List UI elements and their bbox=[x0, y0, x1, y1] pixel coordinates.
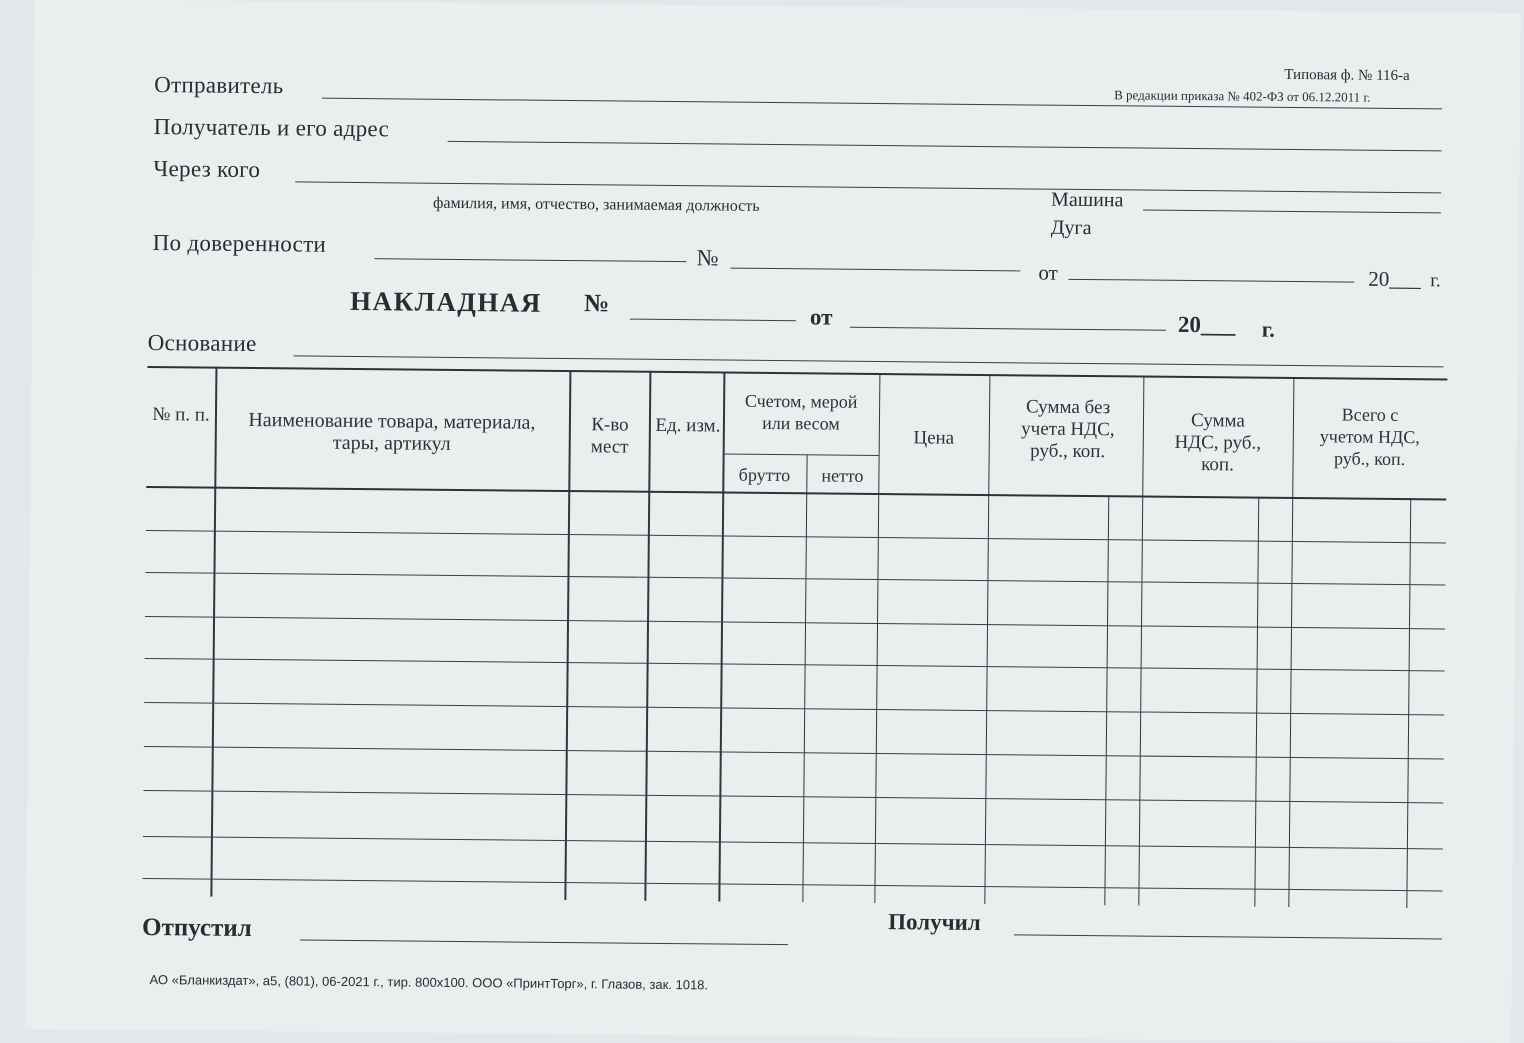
header-vat: Сумма НДС, руб., коп. bbox=[1174, 410, 1262, 476]
header-places: К-во мест bbox=[590, 414, 629, 458]
table-row[interactable] bbox=[145, 658, 1445, 671]
title-year[interactable]: 20___ bbox=[1177, 311, 1236, 338]
table-row[interactable] bbox=[143, 878, 1443, 891]
col-divider bbox=[984, 374, 990, 904]
col-divider bbox=[802, 454, 807, 902]
table-top-border bbox=[147, 366, 1447, 380]
power-of-attorney-field[interactable] bbox=[374, 258, 686, 262]
vehicle-label: Машина bbox=[1050, 188, 1124, 212]
via-field[interactable] bbox=[295, 181, 1441, 193]
title-year-suffix: г. bbox=[1261, 316, 1275, 342]
waybill-form bbox=[25, 0, 1521, 1043]
released-signature-field[interactable] bbox=[300, 939, 788, 945]
arc-label: Дуга bbox=[1050, 216, 1092, 240]
poa-year-suffix: г. bbox=[1430, 270, 1441, 292]
col-divider bbox=[210, 367, 217, 897]
received-signature-field[interactable] bbox=[1014, 934, 1442, 939]
basis-field[interactable] bbox=[294, 355, 1444, 367]
waybill-number-field[interactable] bbox=[630, 319, 796, 322]
kop-divider bbox=[1406, 498, 1411, 908]
page-title: НАКЛАДНАЯ bbox=[349, 285, 543, 318]
goods-table bbox=[142, 366, 1447, 908]
received-label: Получил bbox=[888, 909, 981, 936]
table-row[interactable] bbox=[145, 616, 1445, 629]
poa-number-sign: № bbox=[696, 245, 719, 271]
header-unit: Ед. изм. bbox=[655, 414, 721, 437]
via-hint: фамилия, имя, отчество, занимаемая должность bbox=[432, 194, 760, 215]
measure-subheader-line bbox=[723, 454, 879, 456]
col-divider bbox=[1138, 376, 1144, 906]
poa-year[interactable]: 20___ bbox=[1368, 266, 1421, 292]
released-label: Отпустил bbox=[141, 913, 252, 943]
form-revision: В редакции приказа № 402-ФЗ от 06.12.2011 г. bbox=[1114, 87, 1371, 105]
waybill-date-field[interactable] bbox=[850, 327, 1166, 331]
print-info: АО «Бланкиздат», а5, (801), 06-2021 г., тир. 800х100. ООО «ПринтТорг», г. Глазов, зак. 1018. bbox=[149, 972, 709, 993]
poa-from-label: от bbox=[1038, 260, 1058, 285]
form-number: Типовая ф. № 116-а bbox=[1284, 66, 1410, 85]
power-of-attorney-label: По доверенности bbox=[152, 230, 327, 257]
vehicle-field[interactable] bbox=[1143, 210, 1441, 214]
poa-date-field[interactable] bbox=[1068, 279, 1354, 283]
header-sum-no-vat: Сумма без учета НДС, руб., коп. bbox=[1021, 396, 1115, 463]
table-row[interactable] bbox=[143, 836, 1443, 849]
table-row[interactable] bbox=[144, 702, 1444, 715]
basis-label: Основание bbox=[147, 329, 257, 357]
col-divider bbox=[718, 372, 725, 902]
header-gross: брутто bbox=[738, 464, 791, 486]
table-row[interactable] bbox=[144, 746, 1444, 759]
kop-divider bbox=[1254, 497, 1259, 907]
title-from-label: от bbox=[809, 304, 833, 330]
recipient-field[interactable] bbox=[448, 141, 1442, 152]
header-bottom-border bbox=[146, 486, 1446, 500]
header-measure: Счетом, мерой или весом bbox=[744, 390, 858, 434]
header-net: нетто bbox=[821, 465, 864, 486]
table-row[interactable] bbox=[146, 530, 1446, 543]
header-name: Наименование товара, материала, тары, артикул bbox=[248, 408, 536, 455]
header-total: Всего с учетом НДС, руб., коп. bbox=[1319, 404, 1420, 470]
header-price: Цена bbox=[913, 427, 955, 449]
table-row[interactable] bbox=[143, 790, 1443, 803]
sender-label: Отправитель bbox=[154, 72, 284, 99]
poa-number-field[interactable] bbox=[730, 268, 1020, 272]
kop-divider bbox=[1104, 495, 1109, 905]
recipient-label: Получатель и его адрес bbox=[153, 114, 390, 142]
via-label: Через кого bbox=[153, 156, 261, 183]
header-number: № п. п. bbox=[152, 404, 210, 426]
table-row[interactable] bbox=[145, 572, 1445, 585]
col-divider bbox=[874, 373, 880, 903]
title-number-sign: № bbox=[583, 290, 610, 318]
col-divider bbox=[1288, 377, 1294, 907]
